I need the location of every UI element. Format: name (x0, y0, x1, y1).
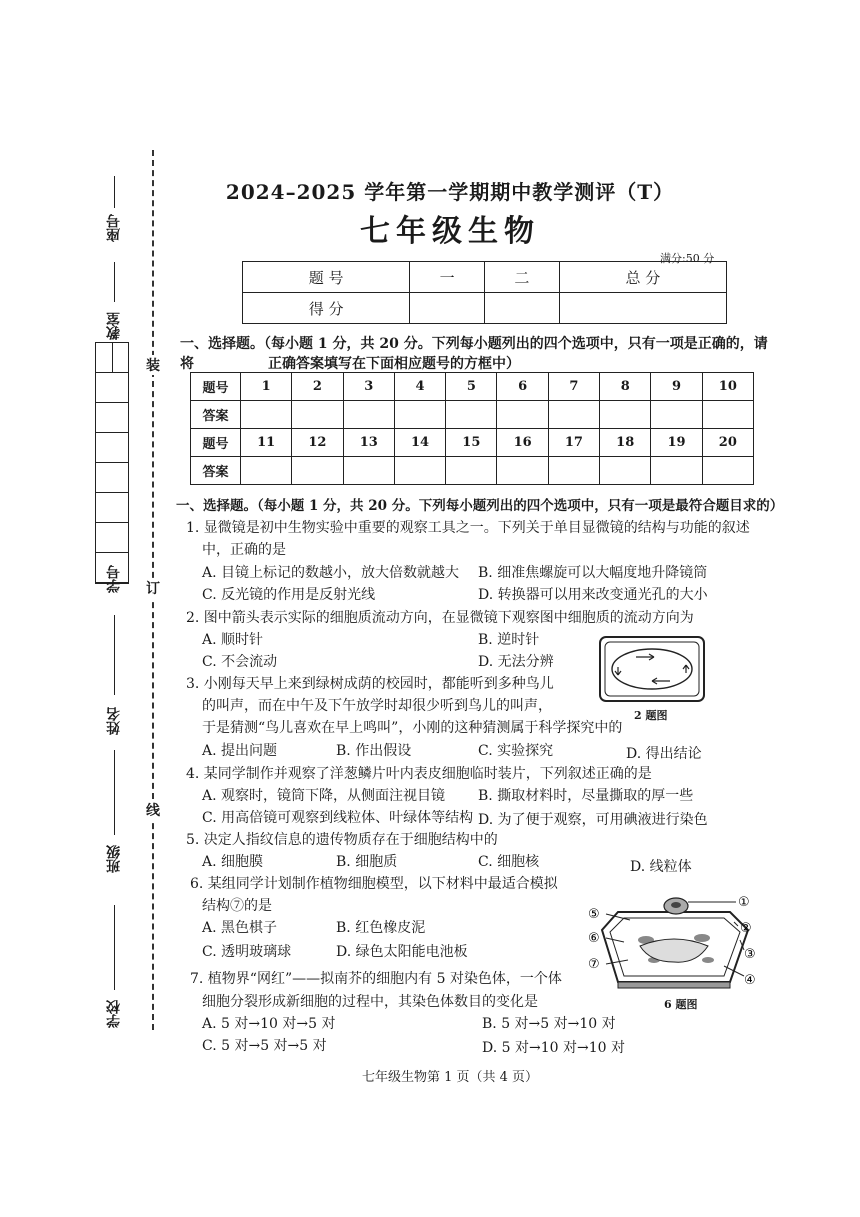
q6-label-6: ⑥ (588, 931, 600, 946)
question-number: 11 (241, 429, 292, 457)
section1-title: 一、选择题。（每小题 1 分，共 20 分。下列每小题列出的四个选项中，只有一项是最符合题目求的） (176, 498, 784, 514)
answer-cell[interactable] (702, 401, 753, 429)
answer-cell[interactable] (241, 457, 292, 485)
q5-option-d[interactable]: D. 线粒体 (630, 859, 692, 875)
school-underline (114, 905, 115, 990)
margin-classroom-label: 教室 (106, 312, 122, 340)
q6-plant-cell-diagram (584, 888, 764, 996)
question-number: 16 (497, 429, 548, 457)
answer-cell[interactable] (702, 457, 753, 485)
answer-cell[interactable] (292, 401, 343, 429)
q7-option-d[interactable]: D. 5 对→10 对→10 对 (482, 1040, 625, 1056)
subject-title: 七年级生物 (360, 214, 540, 249)
answer-grid-q-label: 题号 (191, 373, 241, 401)
q2-cell-diagram (596, 633, 708, 705)
q3-option-c[interactable]: C. 实验探究 (478, 743, 554, 759)
question-number: 6 (497, 373, 548, 401)
q7-stem-line1: 7. 植物界“网红”——拟南芥的细胞内有 5 对染色体，一个体 (190, 971, 562, 987)
q6-stem-line1: 6. 某组同学计划制作植物细胞模型，以下材料中最适合模拟 (190, 876, 558, 892)
answer-cell[interactable] (343, 457, 394, 485)
answer-cell[interactable] (446, 457, 497, 485)
page-footer: 七年级生物第 1 页（共 4 页） (361, 1070, 539, 1085)
q6-label-2: ② (740, 921, 752, 936)
q3-stem-line1: 3. 小刚每天早上来到绿树成荫的校园时，都能听到多种鸟儿 (186, 676, 554, 692)
question-number: 15 (446, 429, 497, 457)
q3-stem-line2: 的叫声，而在中午及下午放学时却很少听到鸟儿的叫声， (202, 698, 552, 714)
score-cell[interactable] (484, 293, 559, 324)
student-id-boxes[interactable] (95, 342, 129, 584)
score-table (242, 261, 727, 324)
classroom-underline (114, 262, 115, 302)
answer-cell[interactable] (600, 457, 651, 485)
bind-char-ding: 订 (144, 578, 162, 598)
answer-grid-a-label: 答案 (191, 401, 241, 429)
q3-option-d[interactable]: D. 得出结论 (626, 746, 702, 762)
question-number: 18 (600, 429, 651, 457)
question-number: 19 (651, 429, 702, 457)
q4-option-b[interactable]: B. 撕取材料时，尽量撕取的厚一些 (478, 788, 694, 804)
answer-cell[interactable] (600, 401, 651, 429)
score-cell[interactable] (559, 293, 726, 324)
full-mark: 满分:50 分 (660, 252, 715, 265)
exam-title: 2024–2025 学年第一学期期中教学测评（T） (225, 180, 675, 204)
answer-cell[interactable] (497, 457, 548, 485)
bind-char-zhuang: 装 (144, 355, 162, 375)
margin-class-label: 班级 (106, 845, 122, 873)
q7-stem-line2: 细胞分裂形成新细胞的过程中，其染色体数目的变化是 (202, 994, 538, 1010)
q6-option-c[interactable]: C. 透明玻璃球 (202, 944, 292, 960)
margin-name-label: 姓名 (106, 707, 122, 735)
q6-stem-line2: 结构⑦的是 (202, 898, 272, 914)
q2-option-a[interactable]: A. 顺时针 (202, 632, 264, 648)
q6-label-7: ⑦ (588, 957, 600, 972)
q1-stem-line2: 中，正确的是 (202, 542, 286, 558)
q1-option-a[interactable]: A. 目镜上标记的数越小，放大倍数就越大 (202, 565, 460, 581)
q6-label-5: ⑤ (588, 907, 600, 922)
score-header-cell: 二 (484, 262, 559, 293)
question-number: 12 (292, 429, 343, 457)
q6-label-1: ① (738, 895, 750, 910)
answer-grid-a-label: 答案 (191, 457, 241, 485)
q7-option-c[interactable]: C. 5 对→5 对→5 对 (202, 1038, 327, 1054)
q6-figure-caption: 6 题图 (664, 998, 698, 1011)
answer-cell[interactable] (241, 401, 292, 429)
question-number: 1 (241, 373, 292, 401)
q3-option-b[interactable]: B. 作出假设 (336, 743, 412, 759)
name-underline (114, 615, 115, 695)
q2-option-c[interactable]: C. 不会流动 (202, 654, 278, 670)
q4-option-a[interactable]: A. 观察时，镜筒下降，从侧面注视目镜 (202, 788, 446, 804)
q5-option-a[interactable]: A. 细胞膜 (202, 854, 264, 870)
question-number: 4 (394, 373, 445, 401)
q6-option-a[interactable]: A. 黑色棋子 (202, 920, 278, 936)
q5-option-c[interactable]: C. 细胞核 (478, 854, 540, 870)
margin-seat-label: 座号 (106, 214, 122, 242)
q7-option-a[interactable]: A. 5 对→10 对→5 对 (202, 1016, 336, 1032)
answer-cell[interactable] (394, 457, 445, 485)
q6-option-b[interactable]: B. 红色橡皮泥 (336, 920, 426, 936)
q2-figure-caption: 2 题图 (634, 709, 668, 722)
answer-cell[interactable] (651, 457, 702, 485)
q1-option-b[interactable]: B. 细准焦螺旋可以大幅度地升降镜筒 (478, 565, 708, 581)
answer-cell[interactable] (292, 457, 343, 485)
q3-option-a[interactable]: A. 提出问题 (202, 743, 278, 759)
class-underline (114, 750, 115, 835)
q6-label-4: ④ (744, 973, 756, 988)
seat-underline (114, 176, 115, 208)
q3-stem-line3: 于是猜测“鸟儿喜欢在早上鸣叫”，小刚的这种猜测属于科学探究中的 (202, 720, 623, 736)
answer-cell[interactable] (548, 457, 599, 485)
question-number: 2 (292, 373, 343, 401)
score-header-cell: 题 号 (243, 262, 410, 293)
q4-option-c[interactable]: C. 用高倍镜可观察到线粒体、叶绿体等结构 (202, 810, 474, 826)
q6-option-d[interactable]: D. 绿色太阳能电池板 (336, 944, 468, 960)
q1-option-d[interactable]: D. 转换器可以用来改变通光孔的大小 (478, 587, 708, 603)
answer-cell[interactable] (394, 401, 445, 429)
answer-cell[interactable] (497, 401, 548, 429)
q7-option-b[interactable]: B. 5 对→5 对→10 对 (482, 1016, 616, 1032)
answer-grid (190, 372, 754, 485)
question-number: 3 (343, 373, 394, 401)
margin-student-id-label: 学号 (106, 565, 122, 593)
q2-option-b[interactable]: B. 逆时针 (478, 632, 540, 648)
bind-char-xian: 线 (144, 800, 162, 820)
question-number: 20 (702, 429, 753, 457)
question-number: 14 (394, 429, 445, 457)
question-number: 5 (446, 373, 497, 401)
question-number: 8 (600, 373, 651, 401)
q5-stem: 5. 决定人指纹信息的遗传物质存在于细胞结构中的 (186, 832, 498, 848)
question-number: 7 (548, 373, 599, 401)
score-row-label: 得 分 (243, 293, 410, 324)
margin-school-label: 学校 (106, 1000, 122, 1028)
q4-option-d[interactable]: D. 为了便于观察，可用碘液进行染色 (478, 812, 708, 828)
score-header-cell: 总 分 (559, 262, 726, 293)
answer-cell[interactable] (446, 401, 497, 429)
q6-label-3: ③ (744, 947, 756, 962)
q2-stem: 2. 图中箭头表示实际的细胞质流动方向，在显微镜下观察图中细胞质的流动方向为 (186, 610, 694, 626)
question-number: 17 (548, 429, 599, 457)
question-number: 9 (651, 373, 702, 401)
section1-instruction-line2: 正确答案填写在下面相应题号的方框中） (268, 356, 520, 372)
q1-stem-line1: 1. 显微镜是初中生物实验中重要的观察工具之一。下列关于单目显微镜的结构与功能的叙述 (186, 520, 750, 536)
answer-cell[interactable] (343, 401, 394, 429)
score-cell[interactable] (410, 293, 485, 324)
answer-cell[interactable] (651, 401, 702, 429)
q1-option-c[interactable]: C. 反光镜的作用是反射光线 (202, 587, 376, 603)
question-number: 13 (343, 429, 394, 457)
answer-cell[interactable] (548, 401, 599, 429)
section1-instruction-line1: 一、选择题。（每小题 1 分，共 20 分。下列每小题列出的四个选项中，只有一项是正确的，请将 (180, 336, 768, 372)
q2-option-d[interactable]: D. 无法分辨 (478, 654, 554, 670)
q4-stem: 4. 某同学制作并观察了洋葱鳞片叶内表皮细胞临时装片，下列叙述正确的是 (186, 766, 652, 782)
answer-grid-q-label: 题号 (191, 429, 241, 457)
question-number: 10 (702, 373, 753, 401)
q5-option-b[interactable]: B. 细胞质 (336, 854, 398, 870)
score-header-cell: 一 (410, 262, 485, 293)
